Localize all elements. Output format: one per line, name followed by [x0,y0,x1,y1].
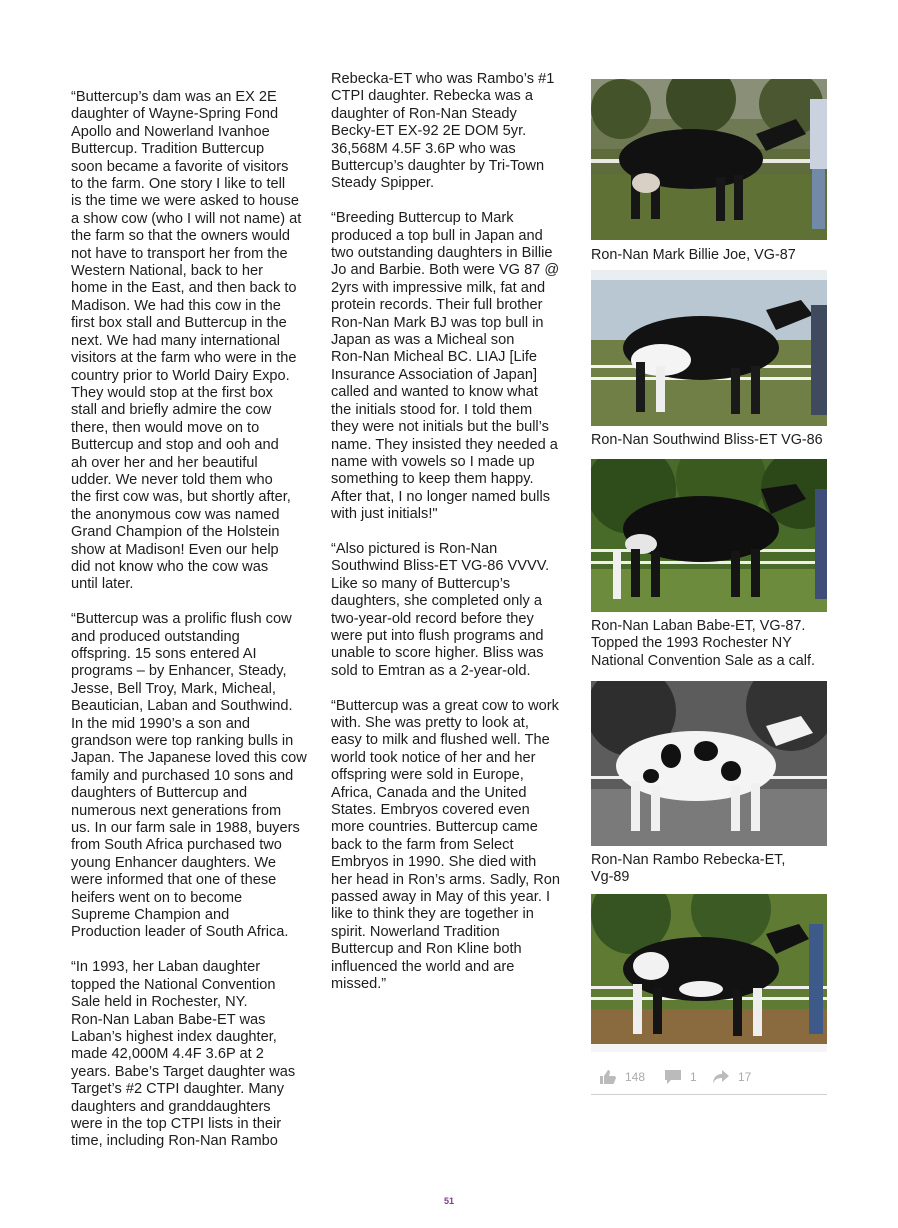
photo-bliss [591,270,827,426]
paragraph: “Also pictured is Ron-Nan Southwind Bliss-ET VG-86 VVVV. Like so many of Buttercup’s daughters, she completed only a two-year-old record before they were put into flush programs and unable to score higher. Bliss was sold to Emtran as a 2-year-old. [331,540,550,679]
paragraph: “In 1993, her Laban daughter topped the National Convention Sale held in Rochester, NY. Ron-Nan Laban Babe-ET was Laban’s highest index daughter, made 42,000M 4.4F 3.6P at 2 years. Babe’s Target daughter was Target’s #2 CTPI daughter. Many daughters and granddaughters were in the top CTPI lists in their time, including Ron-Nan Rambo [71,959,296,1150]
share-count: 17 [738,1070,752,1084]
article-column-2 [331,71,571,1011]
caption-rebecka: Ron-Nan Rambo Rebecka-ET, Vg-89 [591,852,786,886]
paragraph: “Breeding Buttercup to Mark produced a top bull in Japan and two outstanding daughters in Billie Jo and Barbie. Both were VG 87 @ 2yrs with impressive milk, fat and protein records. Their full brother Ron-Nan Mark BJ was top bull in Japan as was a Micheal son Ron-Nan Micheal BC. LIAJ [Life Insurance Association of Japan] called and wanted to know what the initials stood for. I told them they were not initials but the bull’s name. They insisted they needed a name with vowels so I made up something to keep them happy. After that, I no longer named bulls with just initials!" [331,210,560,523]
comment-icon [664,1069,682,1085]
like-button[interactable] [599,1069,645,1085]
paragraph: “Buttercup was a prolific flush cow and produced outstanding offspring. 15 sons entered AI programs – by Enhancer, Steady, Jesse, Bell Troy, Mark, Micheal, Beautician, Laban and Southwind. In the mid 1990’s a son and grandson were top ranking bulls in Japan. The Japanese loved this cow family and purchased 10 sons and daughters of Buttercup and numerous next generations from us. In our farm sale in 1988, buyers from South Africa purchased two young Enhancer daughters. We were informed that one of these heifers went on to become Supreme Champion and Production leader of South Africa. [71,611,307,941]
page-number: 51 [443,1196,454,1206]
thumbs-up-icon [599,1069,617,1085]
article-column-1 [71,89,316,1168]
paragraph: “Buttercup was a great cow to work with. She was pretty to look at, easy to milk and flushed well. The world took notice of her and her offspring were sold in Europe, Africa, Canada and the United States. Embryos covered even more countries. Buttercup came back to the farm from Select Embryos in 1990. She died with her head in Ron’s arms. Sadly, Ron passed away in May of this year. I like to think they are together in spirit. Nowerland Tradition Buttercup and Ron Kline both influenced the world and are missed.” [331,697,561,993]
caption-babe: Ron-Nan Laban Babe-ET, VG-87. Topped the 1993 Rochester NY National Convention Sale as a calf. [591,618,815,669]
social-bar [591,1066,827,1095]
comment-button[interactable] [664,1069,697,1085]
photo-buttercup [591,894,827,1052]
like-count: 148 [625,1070,646,1084]
caption-billie-joe: Ron-Nan Mark Billie Joe, VG-87 [591,247,796,263]
photo-billie-joe [591,79,827,240]
share-button[interactable] [712,1069,751,1085]
share-icon [712,1069,730,1085]
photo-babe [591,459,827,612]
photo-rebecka [591,681,827,846]
paragraph: Rebecka-ET who was Rambo’s #1 CTPI daughter. Rebecka was a daughter of Ron-Nan Steady Becky-ET EX-92 2E DOM 5yr. 36,568M 4.5F 3.6P who was Buttercup’s daughter by Tri-Town Steady Spipper. [331,71,555,192]
paragraph: “Buttercup’s dam was an EX 2E daughter of Wayne-Spring Fond Apollo and Nowerland Ivanhoe Buttercup. Tradition Buttercup soon became a favorite of visitors to the farm. One story I like to tell is the time we were asked to house a show cow (who I will not name) at the farm so that the owners would not have to transport her from the Western National, back to her home in the East, and then back to Madison. We had this cow in the first box stall and Buttercup in the next. We had many international visitors at the farm who were in the country prior to World Dairy Expo. They would stop at the first box stall and briefly admire the cow there, then would move on to Buttercup and stop and ooh and ah over her and her beautiful udder. We never told them who the first cow was, but shortly after, the anonymous cow was named Grand Champion of the Holstein show at Madison! Even our help did not know who the cow was until later. [71,89,302,593]
comment-count: 1 [690,1070,697,1084]
caption-bliss: Ron-Nan Southwind Bliss-ET VG-86 [591,432,823,448]
